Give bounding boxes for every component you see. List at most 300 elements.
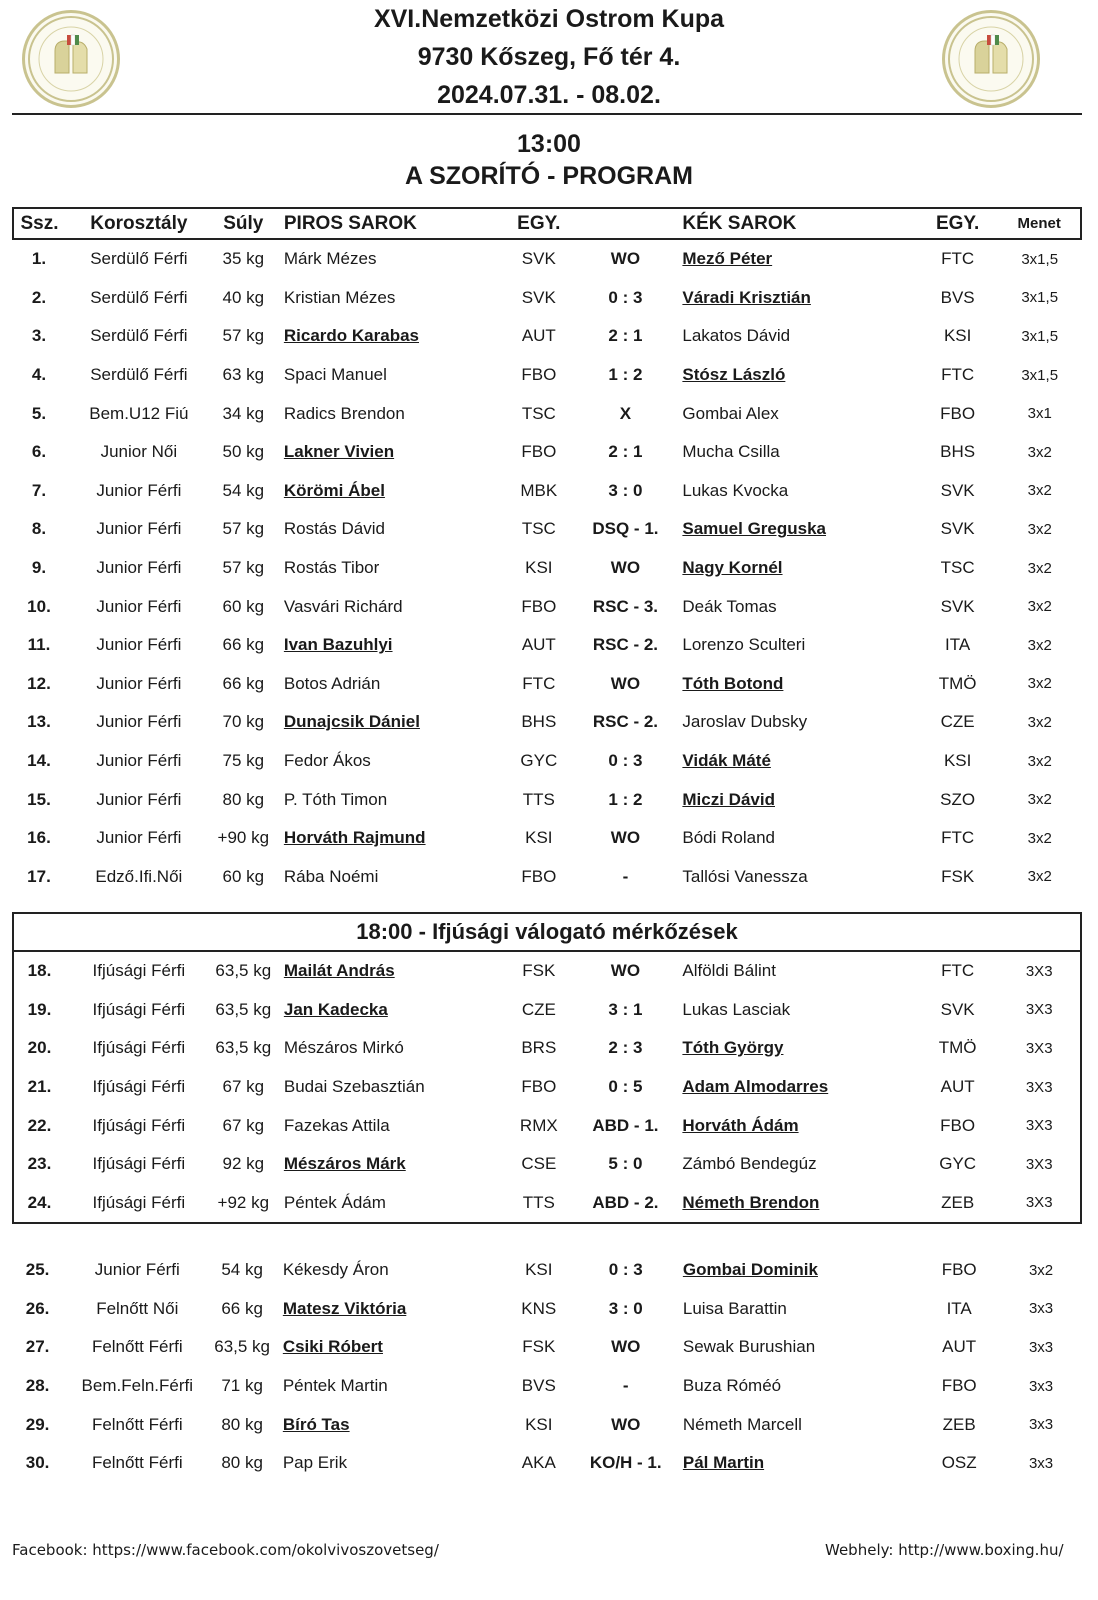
blue-corner-boxer	[676, 317, 917, 356]
bout-number	[13, 356, 65, 395]
bout-result-text: -	[622, 1376, 629, 1396]
bout-result	[575, 1367, 677, 1406]
bout-result	[574, 239, 676, 279]
blue-corner-club	[918, 1405, 1000, 1444]
weight-class-text: +92 kg	[217, 1192, 270, 1212]
blue-corner-club-text: CZE	[940, 712, 975, 732]
blue-corner-boxer-text: Váradi Krisztián	[682, 287, 811, 307]
bout-number-text: 10.	[27, 596, 51, 616]
table-row	[13, 703, 1081, 742]
bout-result-text: ABD - 1.	[592, 1115, 659, 1135]
age-class	[65, 991, 213, 1030]
blue-corner-boxer	[676, 858, 917, 897]
bout-result-text: DSQ - 1.	[592, 519, 659, 539]
age-class	[65, 703, 213, 742]
red-corner-boxer	[274, 279, 503, 318]
bout-number	[13, 510, 65, 549]
red-corner-boxer-text: Péntek Martin	[282, 1376, 388, 1396]
blue-corner-club	[917, 279, 999, 318]
red-corner-club	[503, 239, 574, 279]
table-row	[12, 1328, 1082, 1367]
blue-corner-club	[917, 356, 999, 395]
bout-number	[13, 433, 65, 472]
weight-class-text: +90 kg	[217, 828, 270, 848]
red-corner-club	[503, 1251, 575, 1290]
blue-corner-club	[917, 549, 999, 588]
rounds	[998, 510, 1081, 549]
weight-class	[213, 858, 274, 897]
weight-class	[213, 356, 274, 395]
bout-result-text: 2 : 3	[608, 1038, 643, 1058]
weight-class	[213, 1184, 274, 1223]
bout-result-text: RSC - 2.	[592, 712, 659, 732]
red-corner-club	[503, 703, 574, 742]
blue-corner-boxer-text: Luisa Barattin	[682, 1298, 787, 1318]
blue-corner-club-text: AUT	[942, 1337, 977, 1357]
weight-class-text: 67 kg	[222, 1115, 265, 1135]
blue-corner-club	[918, 1328, 1000, 1367]
blue-corner-boxer	[676, 549, 917, 588]
blue-corner-club	[917, 1068, 999, 1107]
bout-result-text: 5 : 0	[608, 1154, 643, 1174]
blue-corner-club	[917, 703, 999, 742]
age-class-text: Felnőtt Férfi	[91, 1414, 183, 1434]
blue-corner-boxer-text: Tallósi Vanessza	[682, 866, 808, 886]
red-corner-club	[503, 1184, 574, 1223]
bout-number	[12, 1367, 63, 1406]
red-corner-club-text: KNS	[521, 1298, 557, 1318]
red-corner-boxer	[273, 1251, 503, 1290]
age-class	[65, 239, 213, 279]
red-corner-boxer	[274, 780, 503, 819]
bout-number-text: 15.	[27, 789, 51, 809]
bout-number	[13, 780, 65, 819]
rounds	[1000, 1290, 1082, 1329]
weight-class	[213, 1029, 274, 1068]
age-class-text: Felnőtt Női	[96, 1298, 179, 1318]
bout-result	[575, 1444, 677, 1483]
red-corner-boxer-text: Csiki Róbert	[282, 1337, 383, 1357]
age-class	[63, 1328, 211, 1367]
age-class-text: Junior Férfi	[96, 828, 182, 848]
blue-corner-boxer	[676, 819, 917, 858]
weight-class-text: 63,5 kg	[215, 961, 272, 981]
blue-corner-boxer-text: Lukas Lasciak	[682, 999, 791, 1019]
blue-corner-club-text: KSI	[943, 326, 972, 346]
bout-result	[574, 317, 676, 356]
rounds-text: 3X3	[1025, 1155, 1053, 1173]
bout-result	[574, 665, 676, 704]
bout-number-text: 3.	[31, 326, 47, 346]
weight-class-text: 92 kg	[222, 1154, 265, 1174]
age-class-text: Junior Férfi	[96, 751, 182, 771]
red-corner-club-text: GYC	[520, 751, 558, 771]
program-time: 13:00	[517, 130, 581, 158]
facebook-link[interactable]: Facebook: https://www.facebook.com/okolvivoszovetseg/	[12, 1541, 439, 1559]
rounds	[998, 239, 1081, 279]
col-header-red-club: EGY.	[503, 208, 574, 239]
red-corner-boxer-text: Márk Mézes	[283, 249, 377, 269]
col-header-suly: Súly	[213, 208, 274, 239]
red-corner-club-text: KSI	[525, 1414, 553, 1434]
blue-corner-boxer-text: Miczi Dávid	[682, 789, 775, 809]
bout-result-text: 2 : 1	[608, 442, 643, 462]
red-corner-club	[503, 952, 574, 991]
bout-number-text: 26.	[25, 1298, 50, 1318]
event-dates: 2024.07.31. - 08.02.	[437, 81, 661, 109]
age-class-text: Bem.U12 Fiú	[89, 403, 189, 423]
age-class	[65, 1106, 213, 1145]
age-class	[65, 433, 213, 472]
bout-number-text: 9.	[31, 558, 47, 578]
blue-corner-club-text: FTC	[941, 828, 975, 848]
age-class	[63, 1251, 211, 1290]
red-corner-boxer-text: Budai Szebasztián	[283, 1077, 425, 1097]
blue-corner-boxer	[676, 433, 917, 472]
rounds	[998, 1068, 1080, 1107]
rounds-text: 3x3	[1028, 1300, 1054, 1318]
red-corner-club	[503, 394, 574, 433]
age-class	[65, 780, 213, 819]
rounds-text: 3X3	[1025, 1001, 1053, 1019]
blue-corner-club-text: KSI	[943, 751, 972, 771]
weight-class-text: 60 kg	[222, 596, 265, 616]
age-class-text: Junior Férfi	[96, 480, 182, 500]
red-corner-club-text: KSI	[525, 1260, 553, 1280]
weight-class-text: 34 kg	[222, 403, 265, 423]
age-class	[63, 1290, 211, 1329]
red-corner-club	[503, 356, 574, 395]
blue-corner-boxer	[676, 279, 917, 318]
rounds-text: 3x2	[1028, 1261, 1054, 1279]
weight-class-text: 35 kg	[222, 249, 265, 269]
blue-corner-club-text: FTC	[941, 365, 975, 385]
red-corner-boxer-text: Fazekas Attila	[283, 1115, 390, 1135]
blue-corner-boxer	[676, 991, 917, 1030]
blue-corner-boxer	[677, 1251, 918, 1290]
table-row	[13, 472, 1081, 511]
bout-number-text: 28.	[25, 1376, 50, 1396]
weight-class-text: 63 kg	[222, 365, 265, 385]
blue-corner-boxer-text: Gombai Alex	[682, 403, 779, 423]
weight-class	[213, 819, 274, 858]
red-corner-boxer-text: Bíró Tas	[282, 1414, 350, 1434]
bout-result-text: WO	[610, 961, 641, 981]
red-corner-club	[503, 1145, 574, 1184]
blue-corner-boxer-text: Vidák Máté	[682, 751, 771, 771]
rounds	[998, 1145, 1080, 1184]
table-row	[13, 356, 1081, 395]
weight-class	[211, 1367, 272, 1406]
weight-class	[211, 1251, 272, 1290]
bout-number	[14, 1068, 65, 1107]
bout-result	[575, 1251, 677, 1290]
red-corner-club-text: BVS	[521, 1376, 556, 1396]
blue-corner-boxer-text: Zámbó Bendegúz	[682, 1154, 817, 1174]
blue-corner-boxer-text: Tóth Botond	[682, 673, 784, 693]
rounds	[1000, 1444, 1082, 1483]
red-corner-club	[503, 1444, 575, 1483]
col-header-menet: Menet	[998, 208, 1081, 239]
table-row	[12, 1290, 1082, 1329]
red-corner-boxer	[274, 742, 503, 781]
weight-class	[211, 1328, 272, 1367]
blue-corner-club-text: ITA	[945, 635, 971, 655]
red-corner-boxer-text: P. Tóth Timon	[283, 789, 388, 809]
bout-number	[13, 626, 65, 665]
table-row	[14, 952, 1080, 991]
weight-class	[213, 780, 274, 819]
red-corner-boxer	[274, 587, 503, 626]
weight-class	[213, 549, 274, 588]
blue-corner-club-text: FBO	[941, 1376, 977, 1396]
blue-corner-boxer-text: Alföldi Bálint	[682, 961, 776, 981]
blue-corner-boxer-text: Stósz László	[682, 365, 786, 385]
weight-class	[213, 665, 274, 704]
bout-number-text: 16.	[27, 828, 51, 848]
table-row	[13, 510, 1081, 549]
blue-corner-boxer-text: Jaroslav Dubsky	[682, 712, 808, 732]
red-corner-boxer-text: Jan Kadecka	[283, 999, 388, 1019]
rounds-text: 3x1,5	[1021, 289, 1059, 307]
age-class-text: Junior Férfi	[96, 558, 182, 578]
age-class	[65, 394, 213, 433]
rounds	[1000, 1367, 1082, 1406]
blue-corner-club	[917, 433, 999, 472]
age-class	[65, 549, 213, 588]
bout-number	[13, 279, 65, 318]
weight-class-text: 63,5 kg	[215, 1038, 272, 1058]
weight-class-text: 70 kg	[222, 712, 265, 732]
rounds	[998, 780, 1081, 819]
bout-result	[575, 1328, 677, 1367]
red-corner-boxer-text: Vasvári Richárd	[283, 596, 403, 616]
blue-corner-boxer	[677, 1444, 918, 1483]
blue-corner-boxer	[676, 626, 917, 665]
red-corner-boxer	[274, 819, 503, 858]
age-class	[65, 952, 213, 991]
weight-class-text: 80 kg	[222, 789, 265, 809]
bout-result	[574, 279, 676, 318]
blue-corner-club	[917, 1106, 999, 1145]
weight-class	[213, 433, 274, 472]
red-corner-boxer	[274, 510, 503, 549]
rounds	[1000, 1251, 1082, 1290]
red-corner-boxer-text: Körömi Ábel	[283, 480, 385, 500]
blue-corner-club	[917, 1184, 999, 1223]
table-row	[13, 433, 1081, 472]
bout-result-text: KO/H - 1.	[589, 1453, 662, 1473]
bout-number	[13, 317, 65, 356]
bout-result-text: 3 : 0	[608, 1298, 643, 1318]
red-corner-club-text: AKA	[521, 1453, 556, 1473]
bout-result	[574, 858, 676, 897]
weight-class-text: 75 kg	[222, 751, 265, 771]
blue-corner-boxer	[677, 1367, 918, 1406]
bout-number-text: 7.	[31, 480, 47, 500]
table-row	[13, 819, 1081, 858]
weight-class-text: 60 kg	[222, 866, 265, 886]
bout-result-text: ABD - 2.	[592, 1192, 659, 1212]
weight-class	[213, 279, 274, 318]
red-corner-boxer	[274, 549, 503, 588]
red-corner-club-text: CSE	[521, 1154, 557, 1174]
age-class	[65, 587, 213, 626]
blue-corner-boxer-text: Tóth György	[682, 1038, 784, 1058]
bout-result	[574, 703, 676, 742]
age-class-text: Serdülő Férfi	[90, 287, 188, 307]
red-corner-club-text: AUT	[521, 635, 556, 655]
red-corner-club-text: FBO	[521, 442, 557, 462]
red-corner-boxer	[274, 858, 503, 897]
rounds	[998, 952, 1080, 991]
bout-result-text: RSC - 3.	[592, 596, 659, 616]
red-corner-club	[503, 1106, 574, 1145]
bout-number	[12, 1444, 63, 1483]
blue-corner-boxer	[676, 1184, 917, 1223]
bout-number-text: 22.	[27, 1115, 52, 1135]
blue-corner-club	[917, 780, 999, 819]
bout-result	[574, 1068, 676, 1107]
red-corner-boxer	[274, 472, 503, 511]
blue-corner-boxer	[676, 1106, 917, 1145]
weight-class-text: 80 kg	[221, 1453, 263, 1473]
weight-class	[213, 317, 274, 356]
age-class-text: Ifjúsági Férfi	[92, 1154, 186, 1174]
bout-number	[14, 1029, 65, 1068]
blue-corner-boxer-text: Samuel Greguska	[682, 519, 827, 539]
bout-result	[574, 433, 676, 472]
red-corner-club	[503, 819, 574, 858]
weight-class-text: 54 kg	[221, 1260, 263, 1280]
weight-class	[213, 1068, 274, 1107]
rounds	[998, 742, 1081, 781]
red-corner-boxer	[273, 1405, 503, 1444]
bout-result	[574, 1184, 676, 1223]
blue-corner-club-text: FSK	[941, 866, 975, 886]
age-class-text: Serdülő Férfi	[90, 365, 188, 385]
bout-number-text: 23.	[27, 1154, 52, 1174]
red-corner-club	[503, 1328, 575, 1367]
blue-corner-club	[917, 1029, 999, 1068]
table-row	[13, 665, 1081, 704]
rounds	[998, 317, 1081, 356]
bout-result-text: 3 : 1	[608, 999, 643, 1019]
bout-number-text: 20.	[27, 1038, 52, 1058]
blue-corner-boxer-text: Deák Tomas	[682, 596, 777, 616]
red-corner-club-text: FBO	[521, 866, 557, 886]
age-class	[65, 356, 213, 395]
age-class	[65, 665, 213, 704]
table-row	[12, 1251, 1082, 1290]
rounds-text: 3x2	[1027, 752, 1052, 770]
age-class-text: Serdülő Férfi	[90, 326, 188, 346]
red-corner-club-text: KSI	[525, 828, 553, 848]
red-corner-boxer	[274, 665, 503, 704]
bout-result	[574, 952, 676, 991]
red-corner-boxer	[274, 356, 503, 395]
age-class-text: Junior Női	[100, 442, 178, 462]
red-corner-boxer	[273, 1367, 503, 1406]
blue-corner-club-text: FBO	[940, 1115, 976, 1135]
bout-result-text: RSC - 2.	[592, 635, 659, 655]
red-corner-club	[503, 1068, 574, 1107]
age-class-text: Ifjúsági Férfi	[92, 999, 186, 1019]
age-class	[65, 858, 213, 897]
bout-result	[574, 587, 676, 626]
bout-number	[13, 858, 65, 897]
bout-result-text: WO	[610, 558, 641, 578]
red-corner-club-text: RMX	[519, 1115, 558, 1135]
red-corner-boxer	[274, 1184, 503, 1223]
bout-number-text: 11.	[27, 635, 51, 655]
age-class-text: Edző.Ifi.Női	[95, 866, 183, 886]
bout-number-text: 19.	[27, 999, 52, 1019]
age-class	[65, 1068, 213, 1107]
blue-corner-club	[918, 1290, 1000, 1329]
rounds-text: 3x2	[1027, 868, 1052, 886]
age-class-text: Junior Férfi	[96, 596, 182, 616]
blue-corner-boxer-text: Mező Péter	[682, 249, 773, 269]
red-corner-club-text: MBK	[520, 480, 558, 500]
rounds	[998, 626, 1081, 665]
red-corner-club-text: KSI	[525, 558, 553, 578]
red-corner-club	[503, 510, 574, 549]
age-class-text: Junior Férfi	[96, 712, 182, 732]
table-row	[13, 239, 1081, 279]
red-corner-club	[503, 858, 574, 897]
weight-class-text: 63,5 kg	[214, 1337, 271, 1357]
rounds	[998, 1106, 1080, 1145]
rounds	[998, 703, 1081, 742]
red-corner-club	[503, 472, 574, 511]
red-corner-boxer-text: Mészáros Márk	[283, 1154, 406, 1174]
rounds-text: 3x2	[1027, 675, 1052, 693]
bout-result-text: 0 : 5	[608, 1077, 643, 1097]
weight-class	[213, 1106, 274, 1145]
blue-corner-club	[917, 510, 999, 549]
website-link[interactable]: Webhely: http://www.boxing.hu/	[825, 1541, 1064, 1559]
rounds	[998, 1184, 1080, 1223]
blue-corner-boxer	[676, 952, 917, 991]
rounds-text: 3X3	[1025, 1194, 1053, 1212]
weight-class-text: 66 kg	[222, 673, 265, 693]
rounds-text: 3x3	[1028, 1377, 1054, 1395]
age-class	[65, 317, 213, 356]
blue-corner-boxer	[676, 394, 917, 433]
bout-result-text: WO	[610, 828, 641, 848]
bout-number-text: 17.	[27, 866, 51, 886]
bout-result	[574, 472, 676, 511]
bout-number	[13, 703, 65, 742]
age-class	[65, 510, 213, 549]
blue-corner-boxer	[676, 665, 917, 704]
bout-number-text: 14.	[27, 751, 51, 771]
rounds-text: 3X3	[1025, 1117, 1053, 1135]
bout-result	[574, 1029, 676, 1068]
blue-corner-club	[917, 742, 999, 781]
bout-number-text: 21.	[27, 1077, 52, 1097]
blue-corner-club	[917, 665, 999, 704]
bout-result	[574, 991, 676, 1030]
weight-class	[213, 991, 274, 1030]
bout-result	[574, 510, 676, 549]
bout-result-text: WO	[611, 1414, 641, 1434]
bout-number	[13, 239, 65, 279]
blue-corner-club-text: FBO	[941, 1260, 977, 1280]
bout-number-text: 13.	[27, 712, 51, 732]
bout-number-text: 1.	[31, 249, 47, 269]
